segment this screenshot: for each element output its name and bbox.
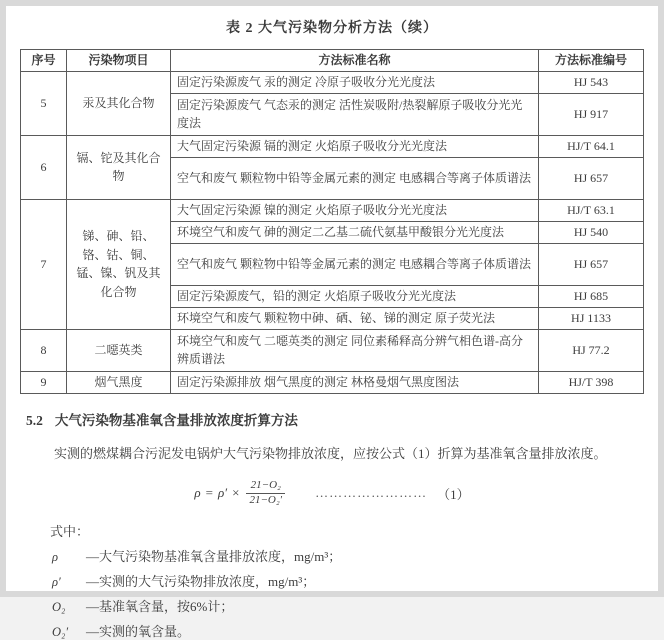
method-name-cell: 固定污染源废气，铅的测定 火焰原子吸收分光光度法	[171, 285, 539, 307]
table-header-row	[21, 50, 644, 72]
method-name-cell: 固定污染源排放 烟气黑度的测定 林格曼烟气黑度图法	[171, 371, 539, 393]
formula-equals: =	[205, 485, 214, 501]
method-name-cell: 固定污染源废气 气态汞的测定 活性炭吸附/热裂解原子吸收分光光度法	[171, 93, 539, 135]
method-code-cell: HJ 540	[539, 221, 644, 243]
serial-cell: 5	[21, 71, 67, 135]
method-code-cell: HJ 917	[539, 93, 644, 135]
pollutant-cell: 烟气黑度	[67, 371, 171, 393]
header-method-name: 方法标准名称	[171, 50, 539, 72]
section-number: 5.2	[26, 412, 43, 428]
method-name-cell: 空气和废气 颗粒物中铅等金属元素的测定 电感耦合等离子体质谱法	[171, 157, 539, 199]
method-name-cell: 固定污染源废气 汞的测定 冷原子吸收分光光度法	[171, 71, 539, 93]
definition-symbol: ρ	[52, 549, 58, 564]
section-heading	[26, 409, 658, 429]
table-title: 表 2 大气污染物分析方法（续）	[226, 21, 438, 36]
definition-symbol: ρ′	[52, 574, 61, 589]
definition-desc: —大气污染物基准氧含量排放浓度，mg/m³；	[86, 548, 342, 564]
formula-times: ×	[232, 485, 240, 501]
header-serial: 序号	[21, 50, 67, 72]
table-row	[21, 329, 644, 371]
formula-coeff: ρ′	[218, 485, 228, 501]
header-pollutant: 污染物项目	[67, 50, 171, 72]
pollutant-cell: 二噁英类	[67, 329, 171, 371]
formula-fraction	[246, 479, 285, 508]
pollutant-cell: 镉、铊及其化合物	[67, 135, 171, 199]
formula-expression	[194, 479, 287, 508]
definition-item	[52, 621, 658, 640]
body-paragraph: 实测的燃煤耦合污泥发电锅炉大气污染物排放浓度，应按公式（1）折算为基准氧含量排放浓度。	[54, 445, 607, 461]
method-code-cell: HJ/T 398	[539, 371, 644, 393]
definition-item	[52, 546, 658, 565]
definition-item	[52, 596, 658, 615]
definition-symbol: O₂′	[52, 624, 69, 639]
formula-dot-leader: ……………………	[315, 485, 428, 501]
formula-lhs: ρ	[194, 485, 201, 501]
definition-symbol: O₂	[52, 599, 66, 614]
method-name-cell: 大气固定污染源 镍的测定 火焰原子吸收分光光度法	[171, 199, 539, 221]
method-code-cell: HJ 543	[539, 71, 644, 93]
definition-desc: —基准氧含量，按6%计；	[86, 598, 234, 614]
table-row	[21, 71, 644, 93]
method-code-cell: HJ 657	[539, 157, 644, 199]
method-name-cell: 环境空气和废气 二噁英类的测定 同位素稀释高分辨气相色谱-高分辨质谱法	[171, 329, 539, 371]
definition-desc: —实测的氧含量。	[86, 623, 191, 639]
method-code-cell: HJ/T 63.1	[539, 199, 644, 221]
method-name-cell: 大气固定污染源 镉的测定 火焰原子吸收分光光度法	[171, 135, 539, 157]
method-code-cell: HJ 685	[539, 285, 644, 307]
table-row	[21, 371, 644, 393]
method-name-cell: 环境空气和废气 颗粒物中砷、硒、铋、锑的测定 原子荧光法	[171, 307, 539, 329]
fraction-denominator: 21−O₂′	[249, 493, 283, 506]
definition-desc: —实测的大气污染物排放浓度，mg/m³；	[86, 573, 316, 589]
pollutant-analysis-table	[20, 49, 644, 394]
method-name-cell: 空气和废气 颗粒物中铅等金属元素的测定 电感耦合等离子体质谱法	[171, 243, 539, 285]
serial-cell: 9	[21, 371, 67, 393]
definitions-list	[6, 546, 658, 640]
formula	[6, 479, 658, 508]
pollutant-cell: 汞及其化合物	[67, 71, 171, 135]
method-code-cell: HJ 1133	[539, 307, 644, 329]
section-heading-text: 大气污染物基准氧含量排放浓度折算方法	[54, 412, 298, 428]
serial-cell: 8	[21, 329, 67, 371]
pollutant-cell: 锑、砷、铅、铬、钴、铜、锰、镍、钒及其化合物	[67, 199, 171, 329]
method-code-cell: HJ 77.2	[539, 329, 644, 371]
serial-cell: 6	[21, 135, 67, 199]
header-method-code: 方法标准编号	[539, 50, 644, 72]
where-label: 式中：	[50, 523, 90, 539]
method-code-cell: HJ/T 64.1	[539, 135, 644, 157]
table-row	[21, 135, 644, 157]
formula-number: （1）	[437, 486, 470, 502]
table-row	[21, 199, 644, 221]
fraction-numerator: 21−O₂	[246, 479, 285, 494]
method-name-cell: 环境空气和废气 砷的测定二乙基二硫代氨基甲酸银分光光度法	[171, 221, 539, 243]
definition-item	[52, 571, 658, 590]
serial-cell: 7	[21, 199, 67, 329]
method-code-cell: HJ 657	[539, 243, 644, 285]
